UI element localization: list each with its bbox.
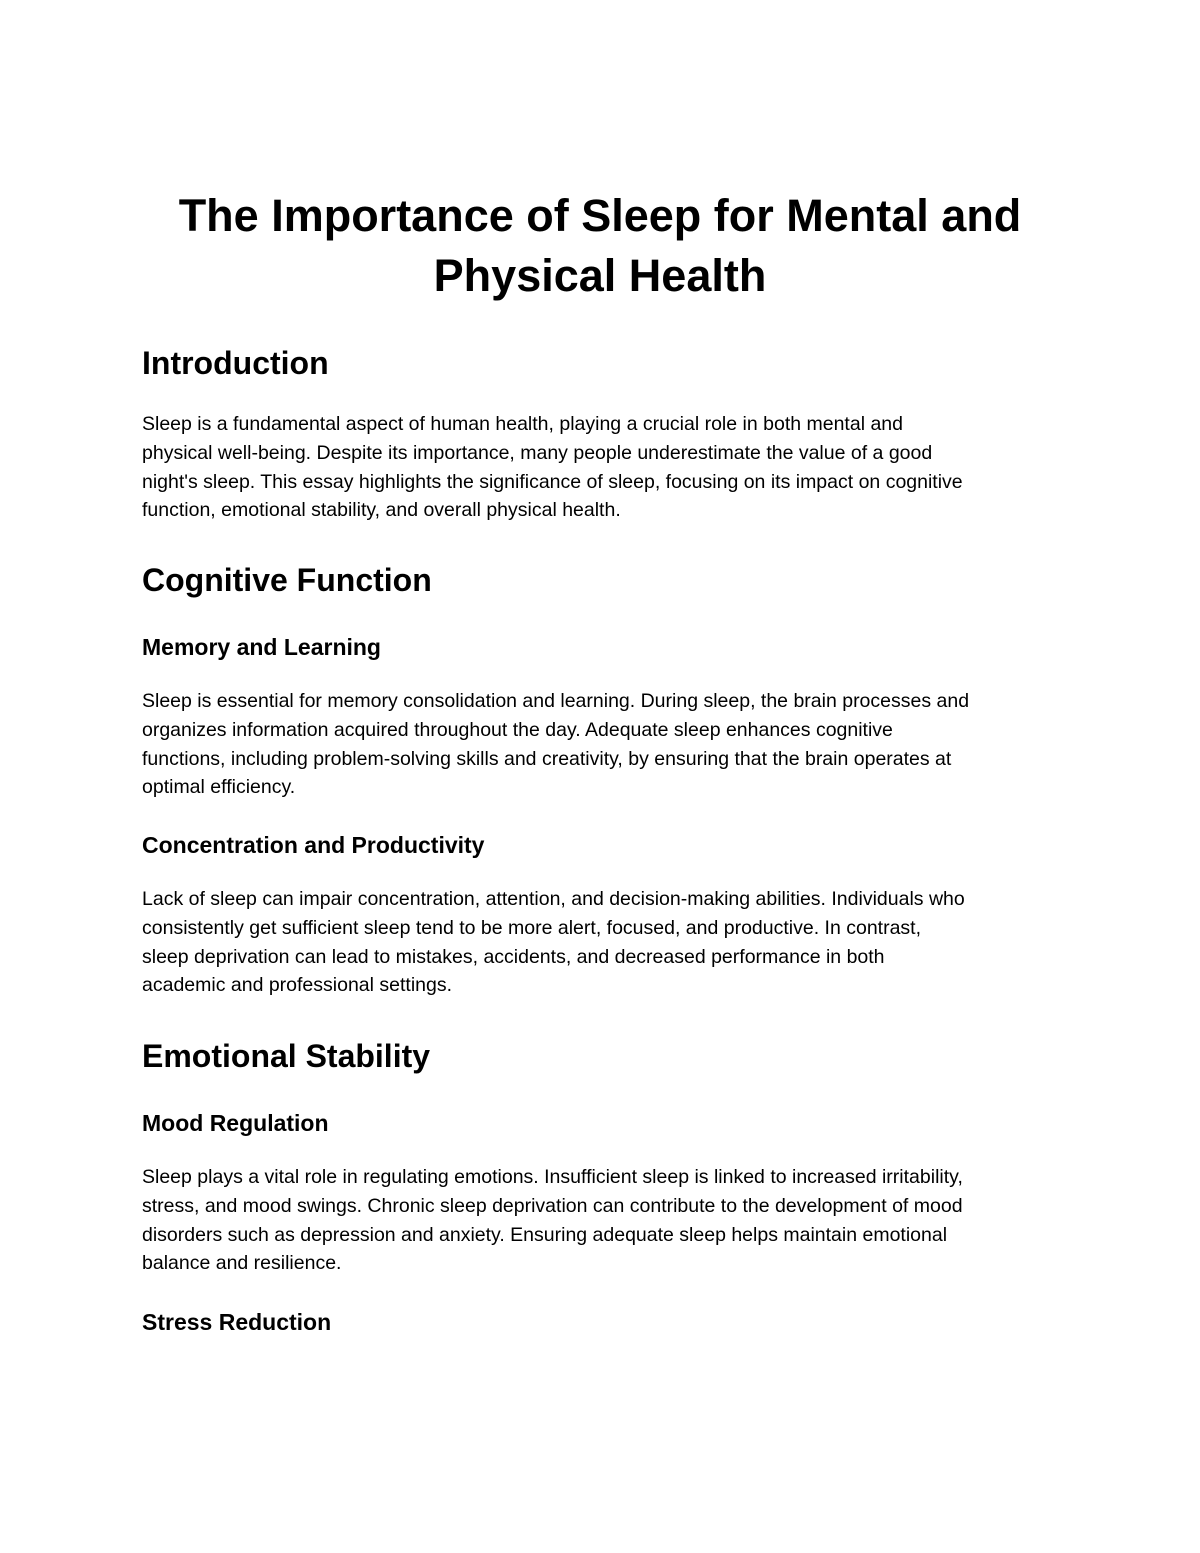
paragraph-line: balance and resilience. [142,1252,342,1275]
paragraph-line: function, emotional stability, and overall physical health. [142,499,621,522]
section-heading-emotional-stability: Emotional Stability [142,1038,431,1074]
paragraph-line: academic and professional settings. [142,974,453,997]
paragraph-line: Sleep is essential for memory consolidation and learning. During sleep, the brain processes and [142,690,970,712]
paragraph-line: functions, including problem-solving skills and creativity, by ensuring that the brain operates at [142,747,952,770]
introduction-paragraph [142,410,1067,525]
paragraph-line: physical well-being. Despite its importance, many people underestimate the value of a good [142,441,933,464]
section-heading-cognitive-function: Cognitive Function [142,562,432,598]
subsection-heading-memory-learning: Memory and Learning [142,634,381,660]
mood-regulation-paragraph [142,1163,1067,1278]
paragraph-line: sleep deprivation can lead to mistakes, accidents, and decreased performance in both [142,945,885,968]
subsection-heading-mood-regulation: Mood Regulation [142,1110,329,1136]
memory-learning-paragraph [142,687,1067,802]
paragraph-line: organizes information acquired throughout the day. Adequate sleep enhances cognitive [142,718,893,741]
document-title [142,186,1058,306]
concentration-productivity-paragraph [142,885,1067,1000]
paragraph-line: Sleep is a fundamental aspect of human health, playing a crucial role in both mental and [142,413,903,435]
subsection-heading-concentration-productivity: Concentration and Productivity [142,832,485,858]
paragraph-line: optimal efficiency. [142,776,296,799]
document-title-line: Physical Health [433,250,767,301]
document-title-line: The Importance of Sleep for Mental and [178,190,1022,241]
paragraph-line: disorders such as depression and anxiety. Ensuring adequate sleep helps maintain emotional [142,1223,948,1246]
paragraph-line: Sleep plays a vital role in regulating emotions. Insufficient sleep is linked to increased irritability, [142,1166,963,1188]
subsection-heading-stress-reduction: Stress Reduction [142,1309,332,1335]
paragraph-line: Lack of sleep can impair concentration, attention, and decision-making abilities. Individuals who [142,888,965,910]
section-heading-introduction: Introduction [142,345,329,381]
paragraph-line: consistently get sufficient sleep tend to be more alert, focused, and productive. In contrast, [142,916,922,939]
paragraph-line: night's sleep. This essay highlights the significance of sleep, focusing on its impact on cognitive [142,470,963,493]
paragraph-line: stress, and mood swings. Chronic sleep deprivation can contribute to the development of mood [142,1194,963,1217]
